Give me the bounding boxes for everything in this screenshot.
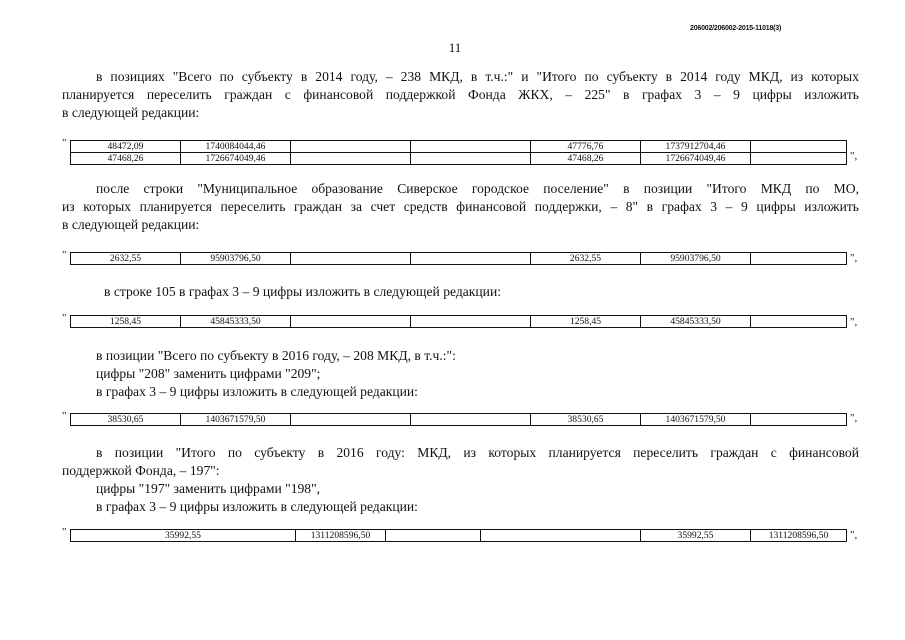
text-line: после строки "Муниципальное образование Сиверское городское поселение" в позиции "Итого МКД по МО,	[96, 181, 859, 196]
table-cell: 1737912704,46	[641, 141, 751, 153]
table-cell: 1403671579,50	[641, 414, 751, 426]
table-cell	[751, 141, 847, 153]
table-cell: 45845333,50	[181, 316, 291, 328]
text-line: из которых планируется переселить граждан за счет средств финансовой поддержки, – 8" в графах 3 – 9 цифры изложить	[62, 199, 859, 214]
table-row	[71, 316, 847, 328]
table-row	[71, 530, 847, 542]
table-cell: 35992,55	[641, 530, 751, 542]
paragraph-4	[62, 347, 859, 401]
quote-open: "	[62, 137, 67, 149]
values-table-5	[70, 529, 847, 542]
table-cell: 2632,55	[71, 253, 181, 265]
table-cell: 38530,65	[71, 414, 181, 426]
table-cell	[481, 530, 641, 542]
text-line: в графах 3 – 9 цифры изложить в следующей редакции:	[96, 384, 418, 399]
table-row	[71, 414, 847, 426]
table-cell: 1740084044,46	[181, 141, 291, 153]
text-line: в строке 105 в графах 3 – 9 цифры изложить в следующей редакции:	[104, 284, 501, 299]
table-cell	[411, 253, 531, 265]
table-cell	[411, 414, 531, 426]
table-cell	[411, 141, 531, 153]
values-table-4	[70, 413, 847, 426]
quote-close: ",	[850, 150, 858, 162]
table-cell: 2632,55	[531, 253, 641, 265]
table-cell: 48472,09	[71, 141, 181, 153]
values-table-1	[70, 140, 847, 165]
table-cell: 1258,45	[531, 316, 641, 328]
text-line: в следующей редакции:	[62, 105, 200, 120]
table-cell: 1258,45	[71, 316, 181, 328]
quote-open: "	[62, 312, 67, 324]
table-cell: 95903796,50	[641, 253, 751, 265]
quote-close: ",	[850, 412, 858, 424]
text-line: цифры "197" заменить цифрами "198",	[96, 481, 321, 496]
table-cell: 1726674049,46	[181, 153, 291, 165]
table-row	[71, 153, 847, 165]
table-cell: 1726674049,46	[641, 153, 751, 165]
table-cell	[291, 414, 411, 426]
quote-open: "	[62, 526, 67, 538]
table-cell: 35992,55	[71, 530, 296, 542]
table-cell	[411, 153, 531, 165]
table-cell: 95903796,50	[181, 253, 291, 265]
quote-close: ",	[850, 316, 858, 328]
table-row	[71, 141, 847, 153]
table-row	[71, 253, 847, 265]
table-cell: 47468,26	[531, 153, 641, 165]
text-line: планируется переселить граждан с финансовой поддержкой Фонда ЖКХ, – 225" в графах 3 – 9 цифры изложить	[62, 87, 859, 102]
table-cell	[291, 141, 411, 153]
table-cell	[291, 153, 411, 165]
table-cell	[751, 253, 847, 265]
text-line: цифры "208" заменить цифрами "209";	[96, 366, 321, 381]
table-cell	[291, 316, 411, 328]
values-table-3	[70, 315, 847, 328]
text-line: в следующей редакции:	[62, 217, 200, 232]
values-table-2	[70, 252, 847, 265]
table-cell: 1311208596,50	[751, 530, 847, 542]
quote-close: ",	[850, 252, 858, 264]
table-cell: 47776,76	[531, 141, 641, 153]
table-cell	[751, 316, 847, 328]
text-line: в графах 3 – 9 цифры изложить в следующей редакции:	[96, 499, 418, 514]
table-cell	[411, 316, 531, 328]
table-cell: 1311208596,50	[296, 530, 386, 542]
table-cell	[751, 153, 847, 165]
quote-close: ",	[850, 529, 858, 541]
text-line: в позиции "Всего по субъекту в 2016 году, – 208 МКД, в т.ч.:":	[96, 348, 456, 363]
document-code: 206002/206002-2015-11018(3)	[690, 25, 782, 32]
table-cell	[291, 253, 411, 265]
paragraph-2	[62, 180, 859, 234]
text-line: в позициях "Всего по субъекту в 2014 году, – 238 МКД, в т.ч.:" и "Итого по субъекту в 2014 году МКД, из которых	[96, 69, 859, 84]
paragraph-3	[62, 283, 859, 301]
paragraph-5	[62, 444, 859, 516]
table-cell: 47468,26	[71, 153, 181, 165]
quote-open: "	[62, 249, 67, 261]
paragraph-1	[62, 68, 859, 122]
quote-open: "	[62, 410, 67, 422]
table-cell: 38530,65	[531, 414, 641, 426]
table-cell	[386, 530, 481, 542]
table-cell: 1403671579,50	[181, 414, 291, 426]
text-line: поддержкой Фонда, – 197":	[62, 463, 220, 478]
page-number: 11	[448, 40, 462, 55]
text-line: в позиции "Итого по субъекту в 2016 году: МКД, из которых планируется переселить граждан с финансовой	[96, 445, 859, 460]
table-cell	[751, 414, 847, 426]
table-cell: 45845333,50	[641, 316, 751, 328]
